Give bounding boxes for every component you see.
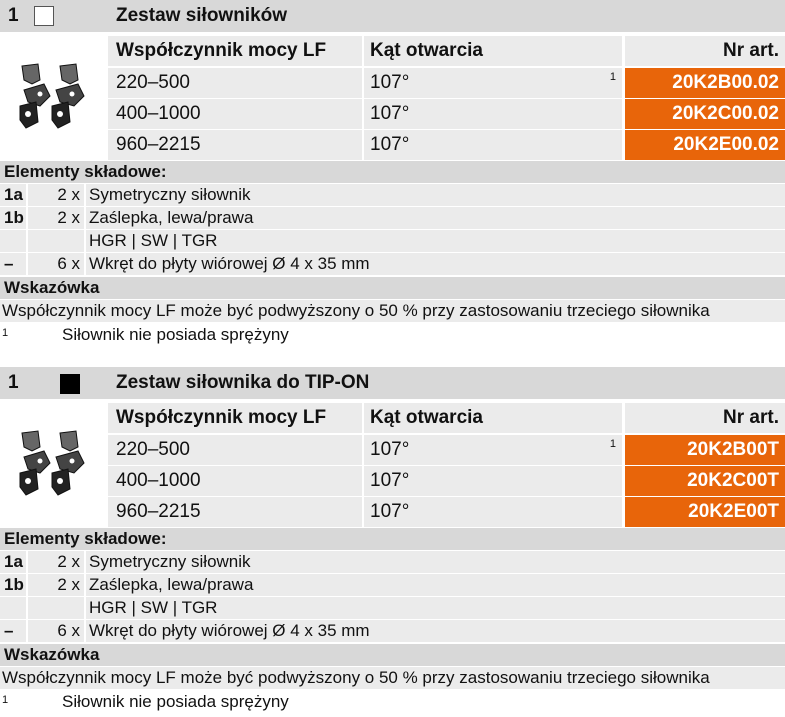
component-qty: 6 x xyxy=(28,253,84,275)
table-row xyxy=(108,68,785,98)
article-number[interactable]: 20K2C00.02 xyxy=(625,99,785,129)
component-key: 1b xyxy=(0,207,26,229)
lift-mechanism-icon xyxy=(16,62,92,132)
component-row xyxy=(0,207,785,229)
section-title-bar xyxy=(0,367,785,399)
product-image xyxy=(0,403,108,524)
section-qty: 1 xyxy=(0,0,30,32)
lf-value: 400–1000 xyxy=(108,466,362,496)
footnote xyxy=(0,691,785,713)
component-desc: HGR | SW | TGR xyxy=(86,230,785,252)
footnote-text: Siłownik nie posiada sprężyny xyxy=(62,692,289,711)
angle-value: 107° xyxy=(370,134,410,155)
product-table xyxy=(0,36,785,157)
lf-value: 960–2215 xyxy=(108,497,362,527)
table-row xyxy=(108,99,785,129)
header-angle: Kąt otwarcia xyxy=(364,36,622,66)
component-row xyxy=(0,620,785,642)
color-swatch xyxy=(60,374,80,394)
header-angle: Kąt otwarcia xyxy=(364,403,622,433)
component-key: 1b xyxy=(0,574,26,596)
header-art: Nr art. xyxy=(625,36,785,66)
component-desc: Symetryczny siłownik xyxy=(86,184,785,206)
footnote-mark: 1 xyxy=(2,694,9,706)
component-row xyxy=(0,184,785,206)
table-row xyxy=(108,497,785,527)
component-desc: Symetryczny siłownik xyxy=(86,551,785,573)
table-row xyxy=(108,466,785,496)
hint-title: Wskazówka xyxy=(0,277,785,299)
component-row xyxy=(0,574,785,596)
components-title: Elementy składowe: xyxy=(0,161,785,183)
component-row xyxy=(0,230,785,252)
component-qty: 2 x xyxy=(28,551,84,573)
component-key xyxy=(0,597,26,619)
section-qty: 1 xyxy=(0,367,30,399)
product-table xyxy=(0,403,785,524)
table-row xyxy=(108,435,785,465)
angle-value: 107° xyxy=(370,72,410,93)
hint-text: Współczynnik mocy LF może być podwyższony o 50 % przy zastosowaniu trzeciego siłownika xyxy=(0,300,785,322)
component-qty xyxy=(28,230,84,252)
header-art: Nr art. xyxy=(625,403,785,433)
footnote-ref: 1 xyxy=(609,438,616,450)
hint-title: Wskazówka xyxy=(0,644,785,666)
component-qty: 6 x xyxy=(28,620,84,642)
hint-text: Współczynnik mocy LF może być podwyższony o 50 % przy zastosowaniu trzeciego siłownika xyxy=(0,667,785,689)
product-image xyxy=(0,36,108,157)
component-qty: 2 x xyxy=(28,184,84,206)
footnote xyxy=(0,324,785,346)
header-lf: Współczynnik mocy LF xyxy=(108,403,362,433)
component-key: 1a xyxy=(0,184,26,206)
article-number[interactable]: 20K2B00.02 xyxy=(625,68,785,98)
component-desc: Zaślepka, lewa/prawa xyxy=(86,207,785,229)
lf-value: 960–2215 xyxy=(108,130,362,160)
component-key: 1a xyxy=(0,551,26,573)
angle-value: 107° xyxy=(370,501,410,522)
lf-value: 220–500 xyxy=(108,68,362,98)
section-title: Zestaw siłowników xyxy=(108,0,785,32)
component-qty: 2 x xyxy=(28,207,84,229)
lf-value: 220–500 xyxy=(108,435,362,465)
component-row xyxy=(0,597,785,619)
footnote-text: Siłownik nie posiada sprężyny xyxy=(62,325,289,344)
article-number[interactable]: 20K2E00.02 xyxy=(625,130,785,160)
component-desc: Wkręt do płyty wiórowej Ø 4 x 35 mm xyxy=(86,253,785,275)
component-qty: 2 x xyxy=(28,574,84,596)
angle-value: 107° xyxy=(370,470,410,491)
product-section xyxy=(0,367,785,717)
angle-value: 107° xyxy=(370,103,410,124)
footnote-ref: 1 xyxy=(609,71,616,83)
article-number[interactable]: 20K2C00T xyxy=(625,466,785,496)
product-section xyxy=(0,0,785,350)
component-key xyxy=(0,230,26,252)
component-row xyxy=(0,253,785,275)
section-title: Zestaw siłownika do TIP-ON xyxy=(108,367,785,399)
component-key: – xyxy=(0,253,26,275)
component-qty xyxy=(28,597,84,619)
color-swatch xyxy=(34,6,54,26)
component-desc: Wkręt do płyty wiórowej Ø 4 x 35 mm xyxy=(86,620,785,642)
component-row xyxy=(0,551,785,573)
component-desc: Zaślepka, lewa/prawa xyxy=(86,574,785,596)
lift-mechanism-icon xyxy=(16,429,92,499)
section-title-bar xyxy=(0,0,785,32)
angle-value: 107° xyxy=(370,439,410,460)
component-key: – xyxy=(0,620,26,642)
table-row xyxy=(108,130,785,160)
components-title: Elementy składowe: xyxy=(0,528,785,550)
header-lf: Współczynnik mocy LF xyxy=(108,36,362,66)
component-desc: HGR | SW | TGR xyxy=(86,597,785,619)
lf-value: 400–1000 xyxy=(108,99,362,129)
article-number[interactable]: 20K2E00T xyxy=(625,497,785,527)
footnote-mark: 1 xyxy=(2,327,9,339)
article-number[interactable]: 20K2B00T xyxy=(625,435,785,465)
